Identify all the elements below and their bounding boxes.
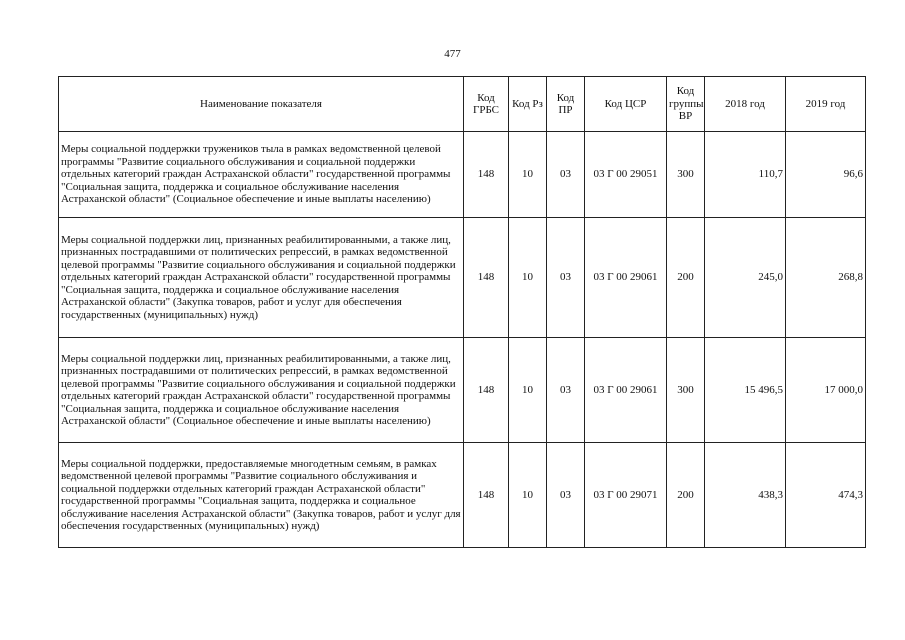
table-row	[59, 132, 866, 218]
row-vr: 300	[667, 338, 705, 443]
table-row	[59, 218, 866, 338]
header-grbs: Код ГРБС	[464, 77, 509, 132]
row-name: Меры социальной поддержки, предоставляемые многодетным семьям, в рамках ведомственной целевой программы "Развитие социального обслуживания и социальной поддержки отдельных категорий граждан Астраханской области" государственной программы "Социальная защита, поддержка и социальное обслуживание населения Астраханской области" (Закупка товаров, работ и услуг для обеспечения государственных (муниципальных) нужд)	[59, 443, 464, 548]
row-grbs: 148	[464, 443, 509, 548]
header-2019: 2019 год	[786, 77, 866, 132]
row-csr: 03 Г 00 29051	[585, 132, 667, 218]
row-2019: 17 000,0	[786, 338, 866, 443]
row-2019: 474,3	[786, 443, 866, 548]
row-rz: 10	[509, 218, 547, 338]
row-pr: 03	[547, 338, 585, 443]
row-vr: 200	[667, 443, 705, 548]
budget-table	[58, 76, 866, 548]
row-csr: 03 Г 00 29061	[585, 338, 667, 443]
row-2019: 268,8	[786, 218, 866, 338]
row-grbs: 148	[464, 132, 509, 218]
row-pr: 03	[547, 443, 585, 548]
row-name: Меры социальной поддержки тружеников тыла в рамках ведомственной целевой программы "Развитие социального обслуживания и социальной поддержки отдельных категорий граждан Астраханской области" государственной программы "Социальная защита, поддержка и социальное обслуживание населения Астраханской области" (Социальное обеспечение и иные выплаты населению)	[59, 132, 464, 218]
row-vr: 200	[667, 218, 705, 338]
header-name: Наименование показателя	[59, 77, 464, 132]
table-header-row	[59, 77, 866, 132]
header-csr: Код ЦСР	[585, 77, 667, 132]
header-rz: Код Рз	[509, 77, 547, 132]
page-number: 477	[444, 48, 461, 60]
row-name: Меры социальной поддержки лиц, признанных реабилитированными, а также лиц, признанных пострадавшими от политических репрессий, в рамках ведомственной целевой программы "Развитие социального обслуживания и социальной поддержки отдельных категорий граждан Астраханской области" государственной программы "Социальная защита, поддержка и социальное обслуживание населения Астраханской области" (Социальное обеспечение и иные выплаты населению)	[59, 338, 464, 443]
table-row	[59, 443, 866, 548]
row-csr: 03 Г 00 29071	[585, 443, 667, 548]
row-2018: 110,7	[705, 132, 786, 218]
row-rz: 10	[509, 338, 547, 443]
row-rz: 10	[509, 443, 547, 548]
row-2019: 96,6	[786, 132, 866, 218]
header-2018: 2018 год	[705, 77, 786, 132]
row-vr: 300	[667, 132, 705, 218]
table-row	[59, 338, 866, 443]
row-2018: 245,0	[705, 218, 786, 338]
row-rz: 10	[509, 132, 547, 218]
row-grbs: 148	[464, 218, 509, 338]
header-vr: Код группы ВР	[667, 77, 705, 132]
row-2018: 438,3	[705, 443, 786, 548]
row-name: Меры социальной поддержки лиц, признанных реабилитированными, а также лиц, признанных пострадавшими от политических репрессий, в рамках ведомственной целевой программы "Развитие социального обслуживания и социальной поддержки отдельных категорий граждан Астраханской области" государственной программы "Социальная защита, поддержка и социальное обслуживание населения Астраханской области" (Закупка товаров, работ и услуг для обеспечения государственных (муниципальных) нужд)	[59, 218, 464, 338]
row-2018: 15 496,5	[705, 338, 786, 443]
row-pr: 03	[547, 132, 585, 218]
header-pr: Код ПР	[547, 77, 585, 132]
row-pr: 03	[547, 218, 585, 338]
row-grbs: 148	[464, 338, 509, 443]
row-csr: 03 Г 00 29061	[585, 218, 667, 338]
